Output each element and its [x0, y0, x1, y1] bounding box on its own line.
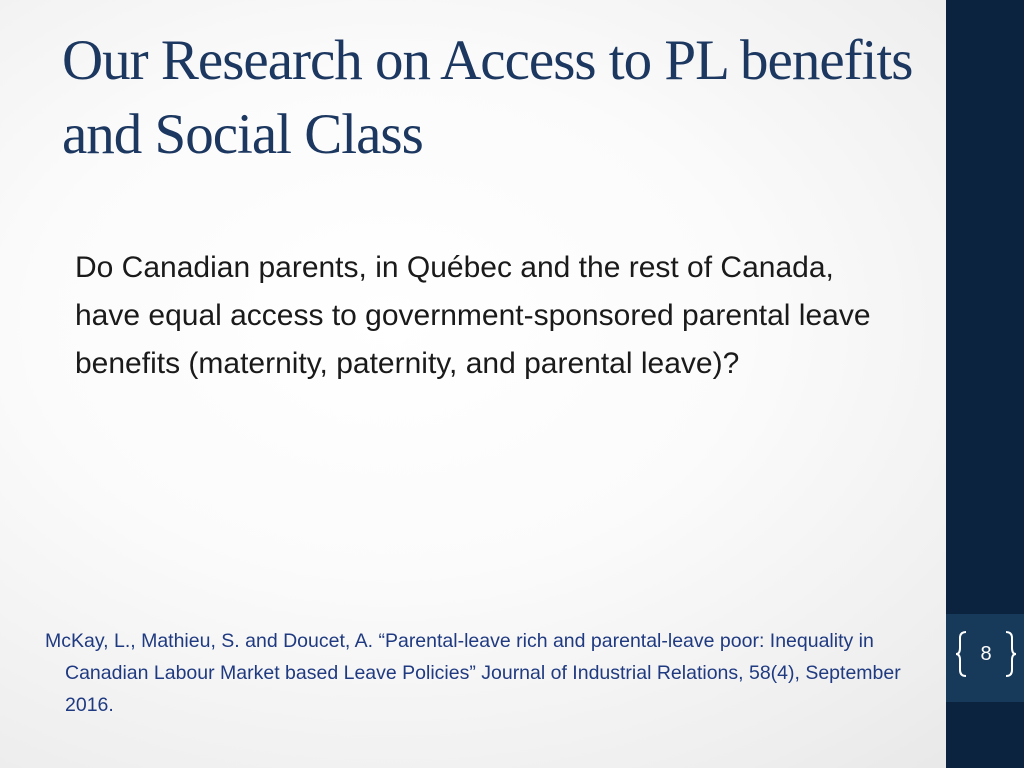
citation-text: McKay, L., Mathieu, S. and Doucet, A. “Parental-leave rich and parental-leave poor: Inequality in Canadian Labour Market based Leave Policies” Journal of Industrial Relations, 58(4), September 2016. — [45, 630, 901, 716]
slide-number: 8 — [980, 643, 992, 665]
slide-title: Our Research on Access to PL benefits and Social Class — [62, 29, 913, 166]
slide-body-text: Do Canadian parents, in Québec and the rest of Canada, have equal access to government-sponsored parental leave benefits (maternity, paternity, and parental leave)? — [75, 251, 871, 380]
slide-number-frame — [956, 630, 1016, 678]
